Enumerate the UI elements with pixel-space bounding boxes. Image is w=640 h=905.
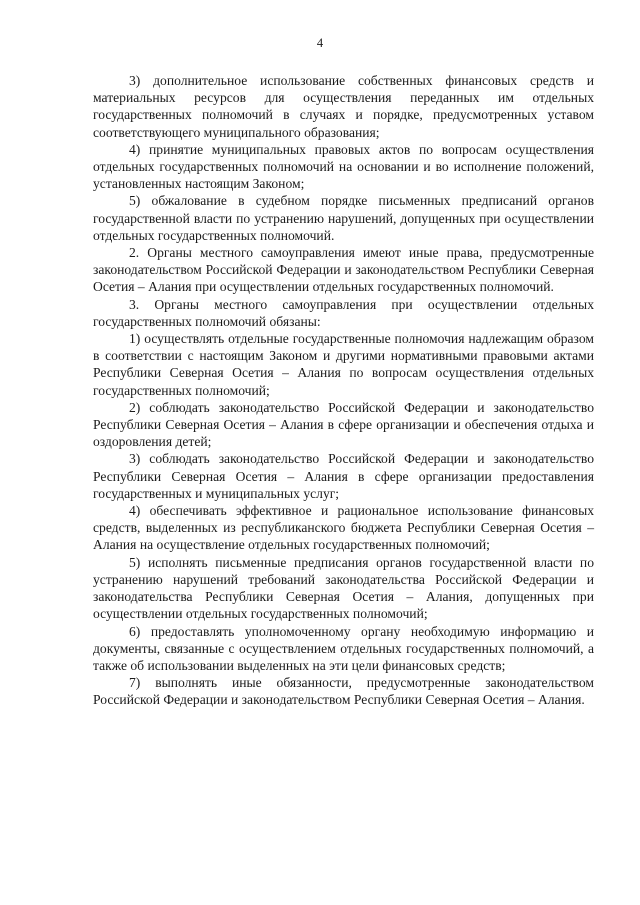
paragraph-rights-item-4: 4) принятие муниципальных правовых актов по вопросам осуществления отдельных государственных полномочий на основании и во исполнение положений, установленных настоящим Законом; bbox=[93, 141, 594, 192]
paragraph-duty-item-2: 2) соблюдать законодательство Российской Федерации и законодательство Республики Северная Осетия – Алания в сфере организации и обеспечения отдыха и оздоровления детей; bbox=[93, 399, 594, 450]
paragraph-duty-item-7: 7) выполнять иные обязанности, предусмотренные законодательством Российской Федерации и законодательством Республики Северная Осетия – Алания. bbox=[93, 675, 594, 708]
paragraph-duty-item-6: 6) предоставлять уполномоченному органу необходимую информацию и документы, связанные с осуществлением отдельных государственных полномочий, а также об использовании выделенных на эти цели финансовых средств; bbox=[93, 623, 594, 673]
document-body bbox=[93, 72, 594, 709]
paragraph-rights-item-5: 5) обжалование в судебном порядке письменных предписаний органов государственной власти по устранению нарушений, допущенных при осуществлении отдельных государственных полномочий. bbox=[93, 193, 594, 243]
paragraph-rights-item-3: 3) дополнительное использование собственных финансовых средств и материальных ресурсов для осуществления переданных им отдельных государственных полномочий в случаях и порядке, предусмотренных уставом соответствующего муниципального образования; bbox=[93, 73, 594, 140]
paragraph-section-3: 3. Органы местного самоуправления при осуществлении отдельных государственных полномочий обязаны: bbox=[93, 296, 594, 329]
paragraph-duty-item-5: 5) исполнять письменные предписания органов государственной власти по устранению нарушений требований законодательства Российской Федерации и законодательства Республики Северная Осетия – Алания, допущенных при осуществлении отдельных государственных полномочий; bbox=[93, 554, 594, 622]
paragraph-section-2: 2. Органы местного самоуправления имеют иные права, предусмотренные законодательством Российской Федерации и законодательством Республики Северная Осетия – Алания при осуществлении отдельных государственных полномочий. bbox=[93, 245, 594, 295]
page-number: 4 bbox=[316, 36, 324, 50]
paragraph-duty-item-1: 1) осуществлять отдельные государственные полномочия надлежащим образом в соответствии с настоящим Законом и другими нормативными правовыми актами Республики Северная Осетия – Алания по вопросам осуществления отдельных государственных полномочий; bbox=[93, 331, 594, 398]
paragraph-duty-item-4: 4) обеспечивать эффективное и рациональное использование финансовых средств, выделенных из республиканского бюджета Республики Северная Осетия – Алания на осуществление отдельных государственных полномочий; bbox=[93, 503, 594, 553]
paragraph-duty-item-3: 3) соблюдать законодательство Российской Федерации и законодательство Республики Северная Осетия – Алания в сфере организации предоставления государственных и муниципальных услуг; bbox=[93, 451, 594, 501]
